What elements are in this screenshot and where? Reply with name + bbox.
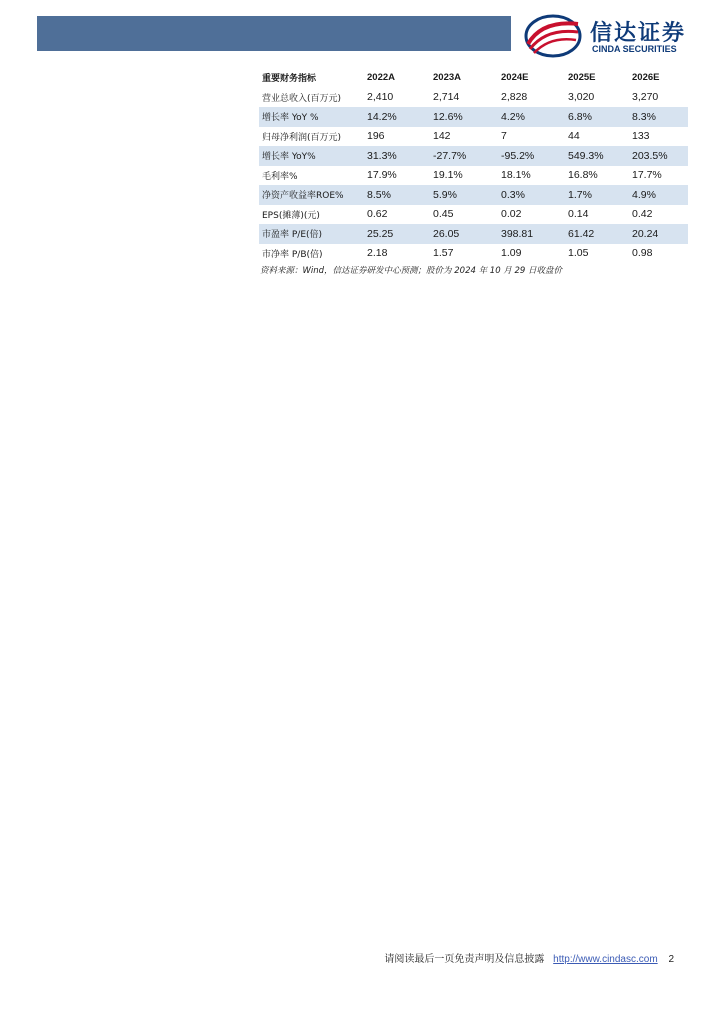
table-cell: 398.81	[493, 224, 560, 244]
table-cell: 0.14	[568, 208, 589, 221]
row-label: 市净率 P/B(倍)	[262, 249, 323, 260]
row-label: 净资产收益率ROE%	[259, 185, 359, 205]
table-cell: 17.9%	[367, 169, 397, 182]
table-cell: 31.3%	[359, 146, 425, 166]
table-header-label: 重要财务指标	[262, 74, 317, 85]
row-label: 营业总收入(百万元)	[262, 93, 342, 104]
table-cell: 4.2%	[493, 107, 560, 127]
brand-name-en: CINDA SECURITIES	[592, 44, 677, 54]
table-row	[259, 127, 688, 147]
table-cell: 1.57	[433, 247, 454, 260]
table-cell: 2,828	[501, 91, 528, 104]
row-label: EPS(摊薄)(元)	[262, 210, 320, 221]
table-cell: 0.42	[632, 208, 653, 221]
table-row	[259, 88, 688, 108]
table-cell: 44	[568, 130, 580, 143]
year-header: 2024E	[501, 72, 529, 84]
brand-name-cn: 信达证券	[590, 21, 687, 46]
financial-indicators-table	[259, 68, 688, 263]
company-logo	[524, 14, 700, 58]
table-cell: -95.2%	[493, 146, 560, 166]
table-cell: 203.5%	[624, 146, 688, 166]
table-cell: 16.8%	[568, 169, 598, 182]
table-cell: 19.1%	[433, 169, 463, 182]
table-cell: 14.2%	[359, 107, 425, 127]
table-cell: 1.09	[501, 247, 522, 260]
table-cell: 2.18	[367, 247, 388, 260]
table-row	[259, 224, 688, 244]
table-cell: 0.98	[632, 247, 653, 260]
table-cell: 61.42	[560, 224, 624, 244]
row-label: 市盈率 P/E(倍)	[259, 224, 359, 244]
table-cell: 6.8%	[560, 107, 624, 127]
table-cell: 4.9%	[624, 185, 688, 205]
table-cell: 3,270	[632, 91, 659, 104]
table-cell: 549.3%	[560, 146, 624, 166]
year-header: 2026E	[632, 72, 660, 84]
table-cell: 1.7%	[560, 185, 624, 205]
table-cell: 17.7%	[632, 169, 662, 182]
page-footer	[384, 950, 674, 965]
table-cell: 196	[367, 130, 385, 143]
table-cell: 5.9%	[425, 185, 493, 205]
table-cell: 0.45	[433, 208, 454, 221]
cinda-logo-icon	[524, 14, 582, 58]
disclaimer-text: 请阅读最后一页免责声明及信息披露	[384, 954, 545, 965]
table-row	[259, 244, 688, 264]
table-cell: 0.3%	[493, 185, 560, 205]
table-cell: 7	[501, 130, 507, 143]
website-link[interactable]: http://www.cindasc.com	[553, 954, 658, 965]
table-cell: 8.3%	[624, 107, 688, 127]
table-cell: 142	[433, 130, 451, 143]
table-cell: 25.25	[359, 224, 425, 244]
table-cell: 12.6%	[425, 107, 493, 127]
table-cell: -27.7%	[425, 146, 493, 166]
table-cell: 20.24	[624, 224, 688, 244]
header-bar	[37, 16, 511, 51]
table-cell: 18.1%	[501, 169, 531, 182]
row-label: 增长率 YoY%	[259, 146, 359, 166]
table-header-row	[259, 68, 688, 88]
year-header: 2025E	[568, 72, 596, 84]
table-row	[259, 146, 688, 166]
table-row	[259, 185, 688, 205]
table-cell: 133	[632, 130, 650, 143]
table-cell: 26.05	[425, 224, 493, 244]
year-header: 2023A	[433, 72, 461, 84]
table-cell: 2,410	[367, 91, 394, 104]
table-cell: 0.02	[501, 208, 522, 221]
table-cell: 0.62	[367, 208, 388, 221]
table-row	[259, 205, 688, 225]
table-row	[259, 166, 688, 186]
row-label: 毛利率%	[262, 171, 298, 182]
table-cell: 2,714	[433, 91, 460, 104]
page-number: 2	[668, 954, 674, 965]
table-cell: 3,020	[568, 91, 595, 104]
table-row	[259, 107, 688, 127]
row-label: 增长率 YoY %	[259, 107, 359, 127]
table-cell: 8.5%	[359, 185, 425, 205]
year-header: 2022A	[367, 72, 395, 84]
row-label: 归母净利润(百万元)	[262, 132, 342, 143]
source-note: 资料来源：Wind，信达证券研发中心预测；股价为 2024 年 10 月 29 日收盘价	[260, 266, 563, 276]
table-cell: 1.05	[568, 247, 589, 260]
